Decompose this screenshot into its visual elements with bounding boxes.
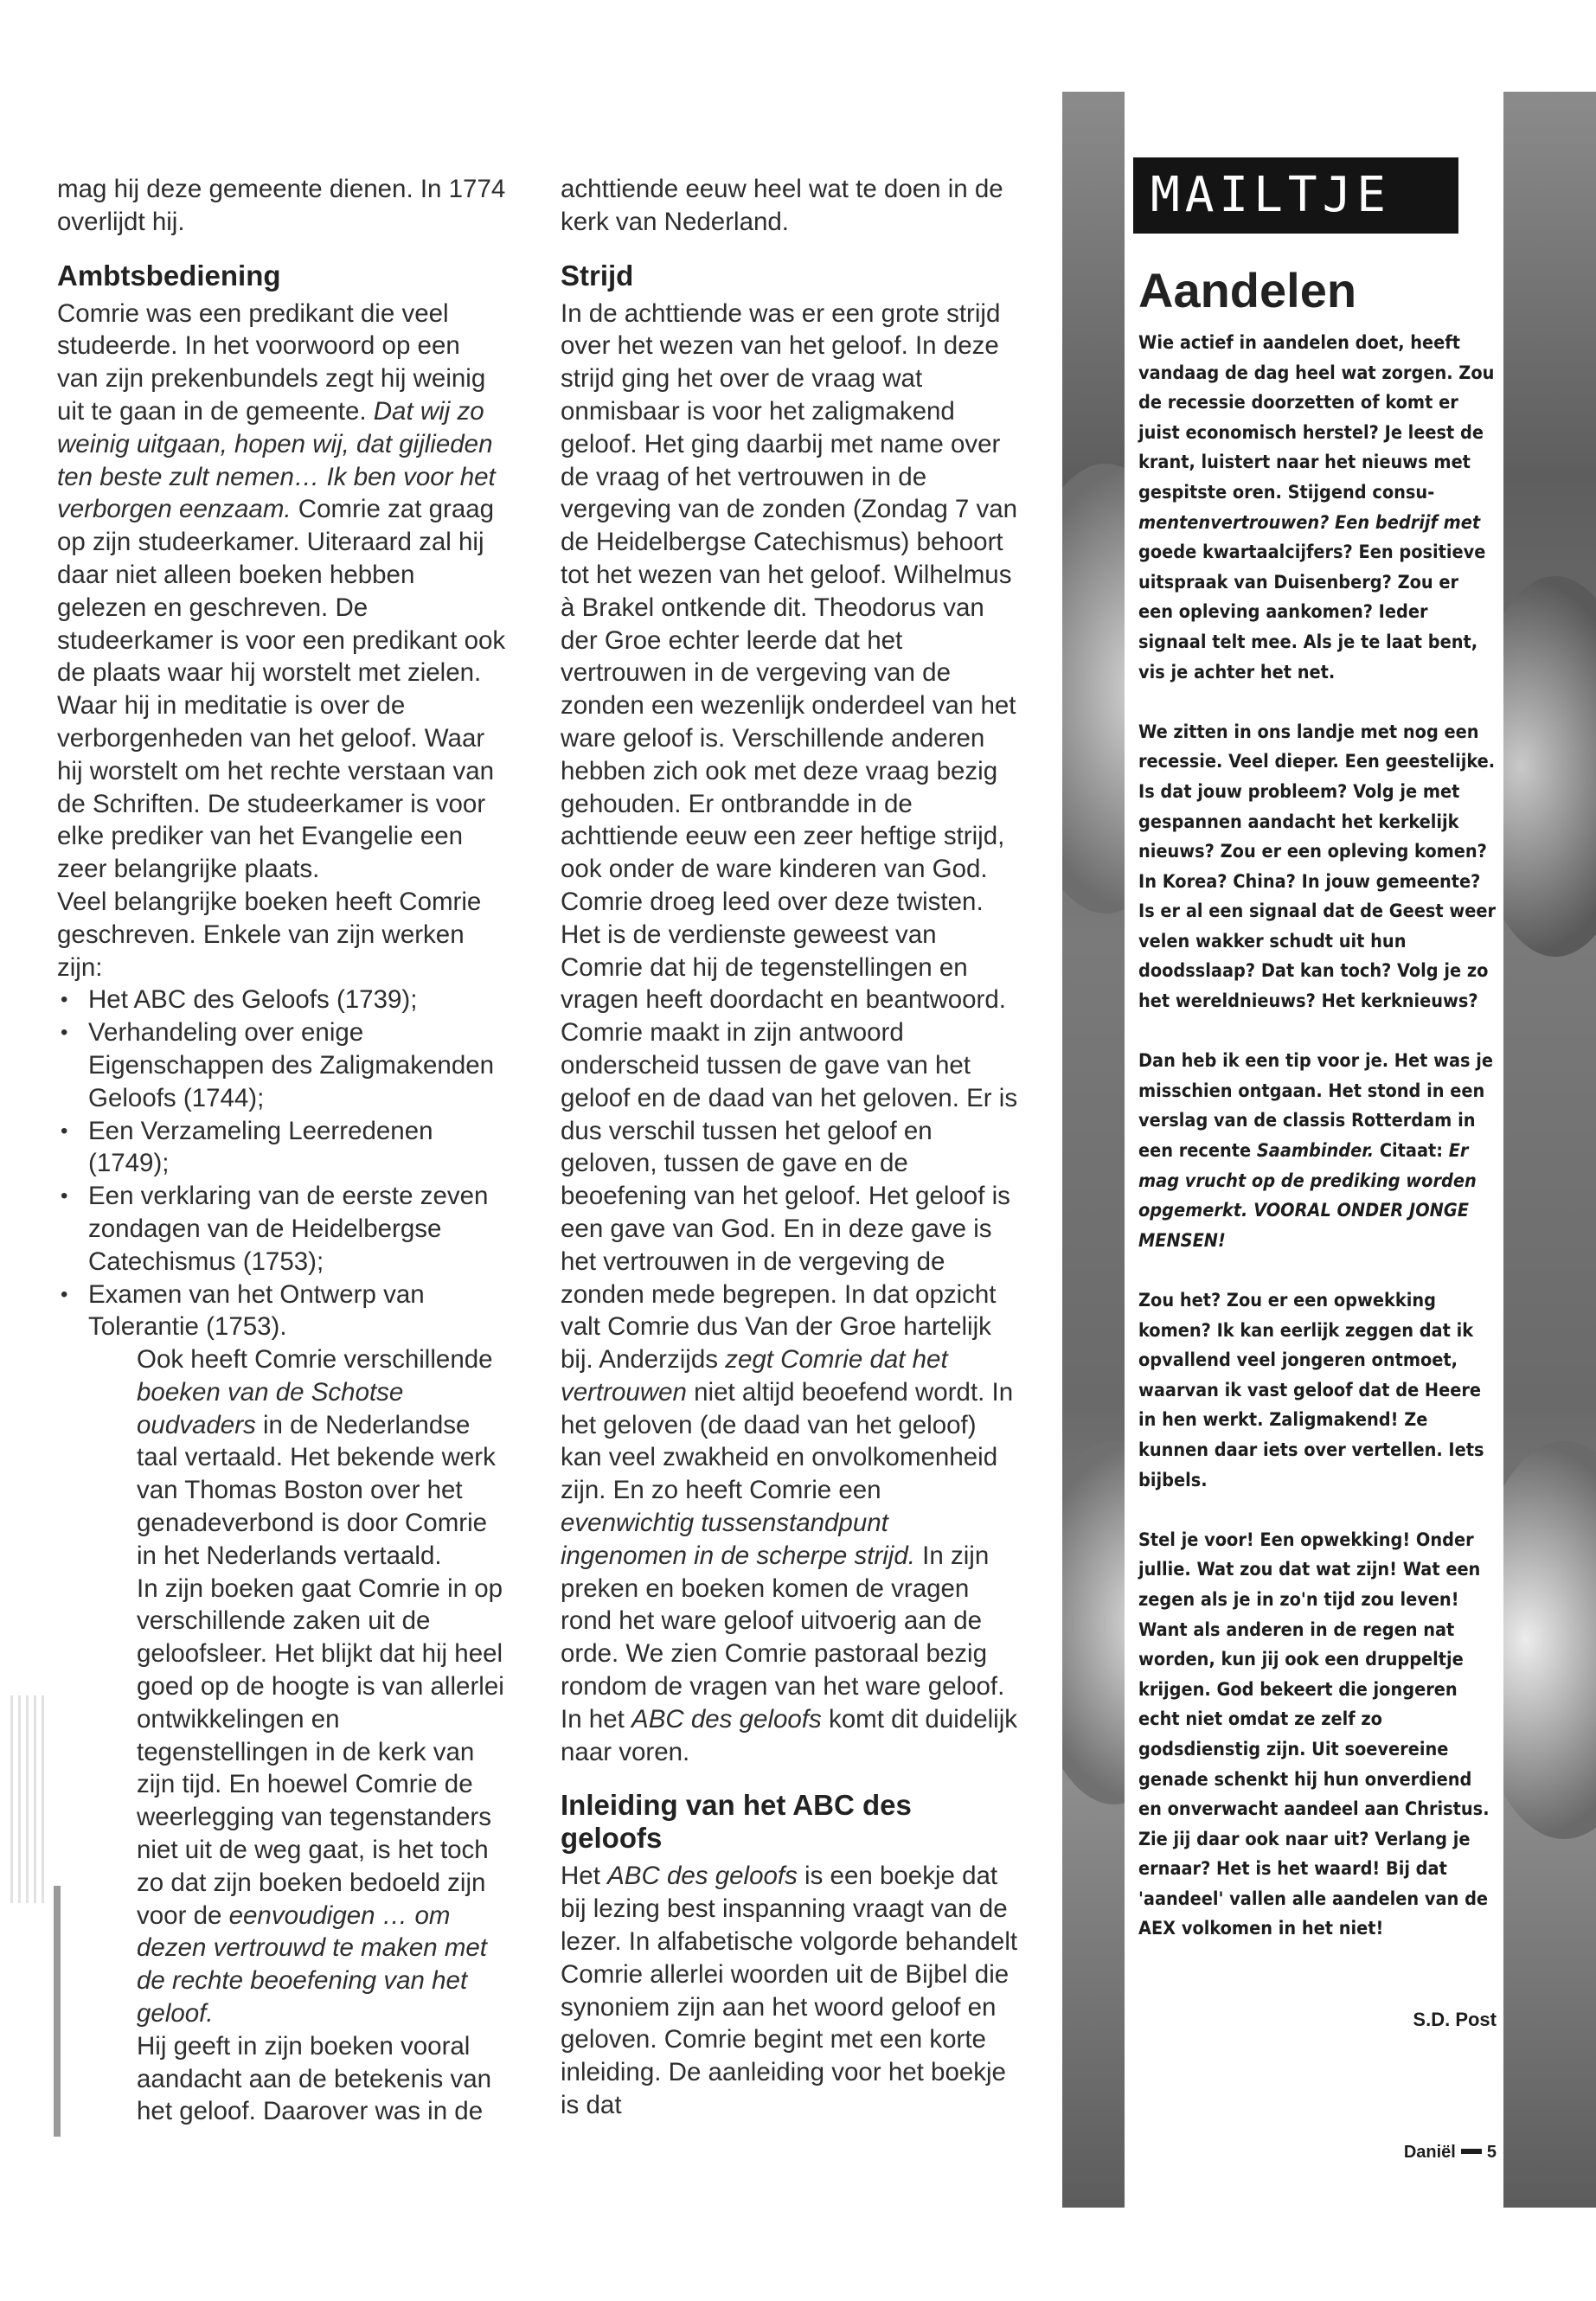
heading-inleiding: Inleiding van het ABC des geloofs	[561, 1789, 912, 1855]
paragraph: Stel je voor! Een opwekking! Onder jullie. Wat zou dat wat zijn! Wat een zegen als je in zo'n tijd zou leven! Want als anderen in de regen nat worden, kun jij ook een druppeltje krijgen. God bekeert die jongeren echt niet omdat ze zelf zo godsdienstig zijn. Uit soevereine genade schenkt hij hun onverdiend en onverwacht aandeel aan Christus. Zie jij daar ook naar uit? Verlang je ernaar? Het is het waard! Bij dat 'aandeel' vallen alle aandelen van de AEX volkomen in het niet!	[1138, 1529, 1490, 1940]
margin-rule	[54, 1886, 61, 2137]
paragraph: In zijn boeken gaat Comrie in op verschillende zaken uit de geloofsleer. Het blijkt dat hij heel goed op de hoogte is van allerlei ontwikkelingen en tegenstellingen in de kerk van zijn tijd. En hoewel Comrie de weerlegging van tegenstanders niet uit de weg gaat, is het toch zo dat zijn boeken bedoeld zijn voor de eenvoudigen … om dezen vertrouwd te maken met de rechte beoefening van het geloof.	[137, 1574, 504, 2029]
list-item: • Examen van het Ontwerp van Tolerantie (1753).	[57, 1279, 507, 1344]
heading-strijd: Strijd	[561, 259, 634, 292]
intro-text: achttiende eeuw heel wat te doen in de kerk van Nederland.	[561, 175, 1003, 236]
mailtje-label: MAILTJE	[1133, 157, 1458, 234]
scan-marks	[10, 1695, 48, 1903]
paragraph: Zou het? Zou er een opwekking komen? Ik kan eerlijk zeggen dat ik opvallend veel jongeren ontmoet, waarvan ik vast geloof dat de Heere in hen werkt. Zaligmakend! Ze kunnen daar iets over vertellen. Iets bijbels.	[1138, 1290, 1484, 1491]
paragraph: We zitten in ons landje met nog een recessie. Veel dieper. Een geestelijke. Is dat jouw probleem? Volg je met gespannen aandacht het kerkelijk nieuws? Zou er een opleving komen? In Korea? China? In jouw gemeente? Is er al een signaal dat de Geest weer velen wakker schudt uit hun doodsslaap? Dat kan toch? Volg je zo het wereldnieuws? Het kerknieuws?	[1138, 721, 1497, 1013]
paragraph: Veel belangrijke boeken heeft Comrie geschreven. Enkele van zijn werken zijn:	[57, 887, 482, 982]
list-item: • Het ABC des Geloofs (1739);	[57, 984, 507, 1016]
signature: S.D. Post	[1413, 2009, 1497, 2030]
page-footer	[1404, 2143, 1497, 2163]
paragraph: Dan heb ik een tip voor je. Het was je misschien ontgaan. Het stond in een verslag van de classis Rotterdam in een recente Saambinder. Citaat: Er mag vrucht op de prediking worden opgemerkt. VOORAL ONDER JONGE MENSEN!	[1138, 1050, 1493, 1252]
magazine-name: Daniël	[1403, 2143, 1456, 2162]
page-number: 5	[1486, 2143, 1497, 2162]
paragraph: Wie actief in aandelen doet, heeft vandaag de dag heel wat zorgen. Zou de recessie doorzetten of komt er juist economisch herstel? Je leest de krant, luistert naar het nieuws met gespitste oren. Stijgend consu- mentenvertrouwen? Een bedrijf met goede kwartaalcijfers? Een positieve uitspraak van Duisenberg? Zou er een opleving aankomen? Ieder signaal telt mee. Als je te laat bent, vis je achter het net.	[1138, 332, 1495, 683]
paragraph: Hij geeft in zijn boeken vooral aandacht aan de betekenis van het geloof. Daarover was in de	[137, 2031, 492, 2126]
column-title: Aandelen	[1138, 263, 1357, 317]
arrow-icon	[1461, 2149, 1482, 2154]
indented-block	[57, 1343, 507, 2128]
article-column-2	[561, 173, 1019, 2122]
list-item: • Een verklaring van de eerste zeven zondagen van de Heidelbergse Catechismus (1753);	[57, 1180, 507, 1278]
heading-ambtsbediening: Ambtsbediening	[57, 259, 281, 292]
works-list	[57, 984, 507, 1343]
paragraph: Het ABC des geloofs is een boekje dat bij lezing best inspanning vraagt van de lezer. In alfabetische volgorde behandelt Comrie allerlei woorden uit de Bijbel die synoniem zijn aan het woord geloof en geloven. Comrie begint met een korte inleiding. De aanleiding voor het boekje is dat	[561, 1862, 1018, 2120]
list-item: • Verhandeling over enige Eigenschappen des Zaligmakenden Geloofs (1744);	[57, 1016, 507, 1114]
paragraph: In de achttiende was er een grote strijd over het wezen van het geloof. In deze strijd ging het over de vraag wat onmisbaar is voor het zaligmakend geloof. Het ging daarbij met name over de vraag of het vertrouwen in de vergeving van de zonden (Zondag 7 van de Heidelbergse Catechismus) behoort tot het wezen van het geloof. Wilhelmus à Brakel ontkende dit. Theodorus van der Groe echter leerde dat het vertrouwen in de vergeving van de zonden een wezenlijk onderdeel van het ware geloof is. Verschillende anderen hebben zich ook met deze vraag bezig gehouden. Er ontbrandde in de achttiende eeuw een zeer heftige strijd, ook onder de ware kinderen van God. Comrie droeg leed over deze twisten. Het is de verdienste geweest van Comrie dat hij de tegenstellingen en vragen heeft doordacht en beantwoord.	[561, 298, 1018, 1015]
list-item: • Een Verzameling Leerredenen (1749);	[57, 1115, 507, 1181]
intro-text: mag hij deze gemeente dienen. In 1774 overlijdt hij.	[57, 175, 506, 236]
paragraph: Comrie maakt in zijn antwoord onderscheid tussen de gave van het geloof en de daad van het geloven. Er is dus verschil tussen het geloof en geloven, tussen de gave en de beoefening van het geloof. Het geloof is een gave van God. En in deze gave is het vertrouwen in de vergeving de zonden mede begrepen. In dat opzicht valt Comrie dus Van der Groe hartelijk bij. Anderzijds zegt Comrie dat het vertrouwen niet altijd beoefend wordt. In het geloven (de daad van het geloof) kan veel zwakheid en onvolkomenheid zijn. En zo heeft Comrie een evenwichtig tussenstandpunt ingenomen in de scherpe strijd. In zijn preken en boeken komen de vragen rond het ware geloof uitvoerig aan de orde. We zien Comrie pastoraal bezig rondom de vragen van het ware geloof. In het ABC des geloofs komt dit duidelijk naar voren.	[561, 1018, 1018, 1766]
paragraph: Comrie was een predikant die veel studeerde. In het voorwoord op een van zijn prekenbundels zegt hij weinig uit te gaan in de gemeente. Dat wij zo weinig uitgaan, hopen wij, dat gijlieden ten beste zult nemen… Ik ben voor het verborgen eenzaam. Comrie zat graag op zijn studeerkamer. Uiteraard zal hij daar niet alleen boeken hebben gelezen en geschreven. De studeerkamer is voor een predikant ook de plaats waar hij worstelt met zielen. Waar hij in meditatie is over de verborgenheden van het geloof. Waar hij worstelt om het rechte verstaan van de Schriften. De studeerkamer is voor elke prediker van het Evangelie een zeer belangrijke plaats.	[57, 298, 506, 884]
paragraph: Ook heeft Comrie verschillende boeken van de Schotse oudvaders in de Nederlandse taal vertaald. Het bekende werk van Thomas Boston over het genadeverbond is door Comrie in het Nederlands vertaald.	[137, 1345, 496, 1570]
mailtje-body	[1138, 329, 1497, 1975]
article-column-1	[57, 173, 507, 2128]
